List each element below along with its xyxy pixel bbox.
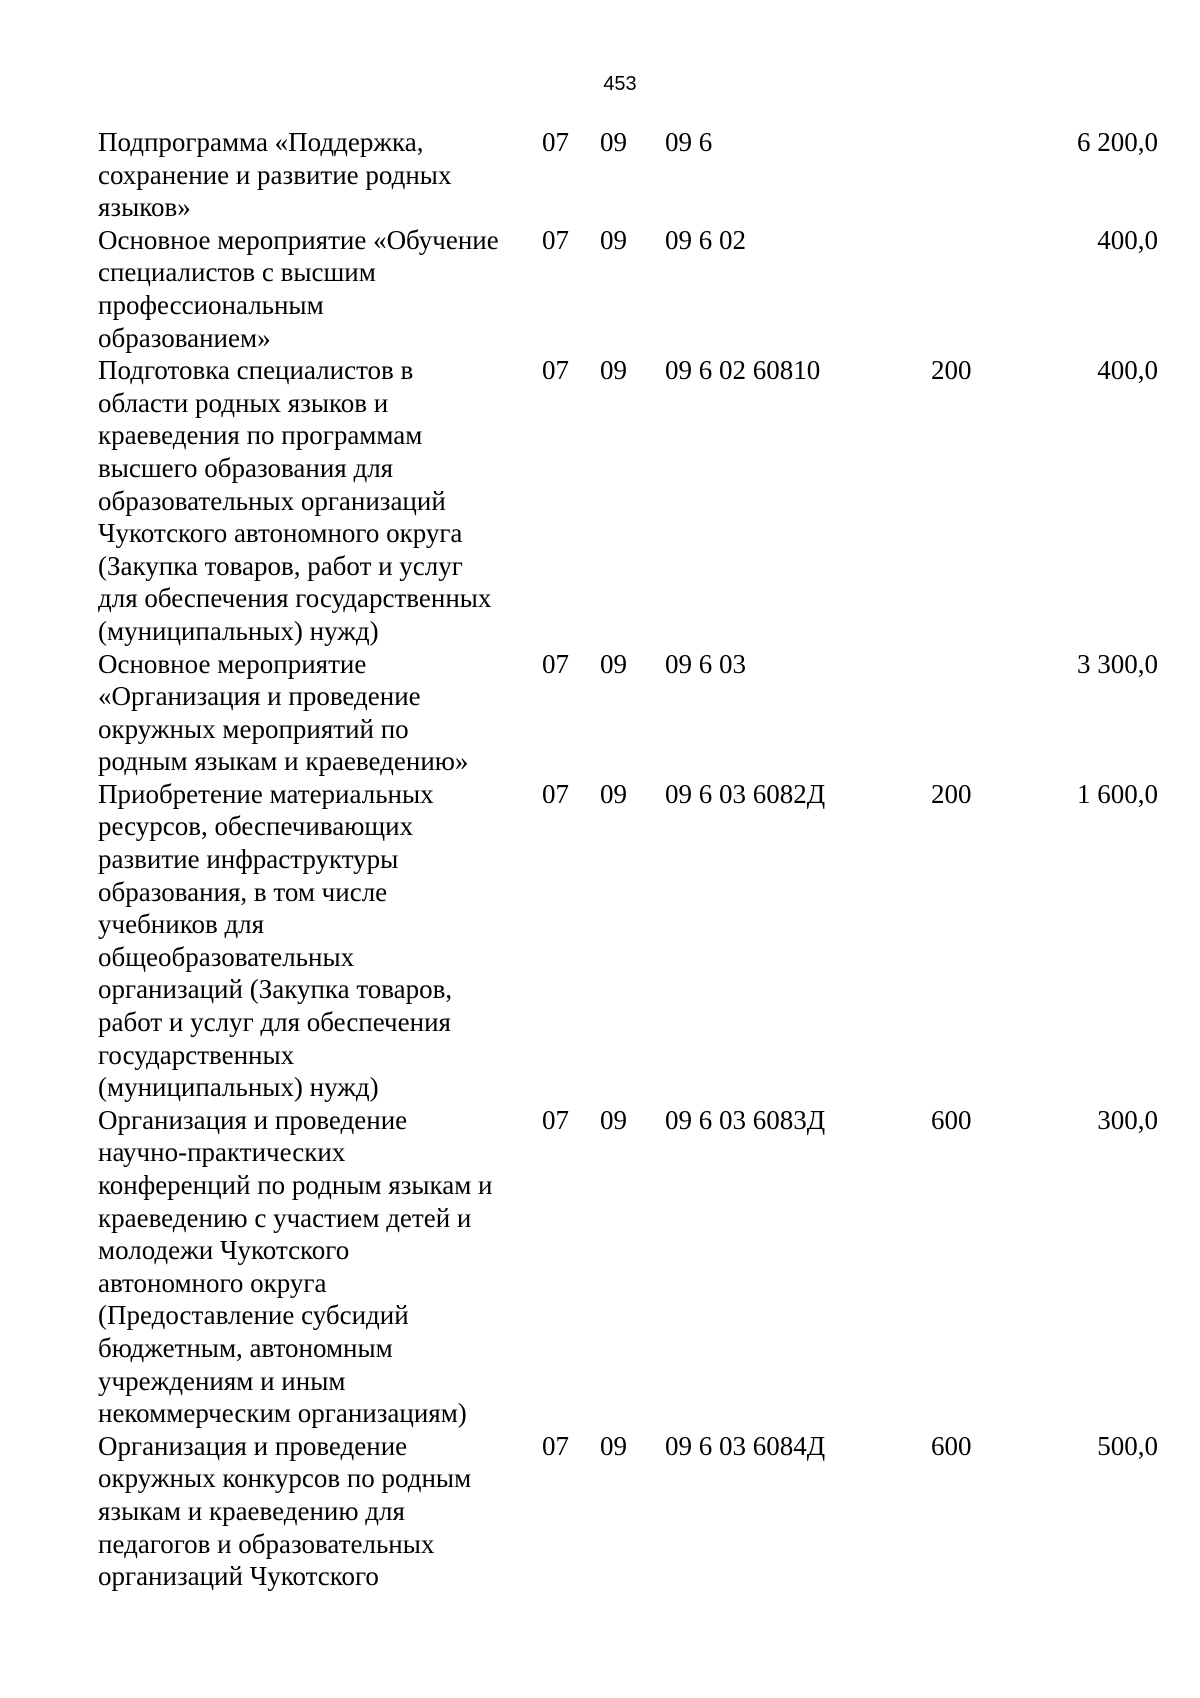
expense-type-code: 200: [931, 778, 972, 809]
section-code: 07: [542, 127, 569, 157]
description-line: Подготовка специалистов в: [98, 355, 414, 386]
expense-type-code: 200: [931, 355, 972, 386]
subsection-code: 09: [600, 1430, 627, 1461]
description-line: конференций по родным языкам и: [98, 1170, 493, 1200]
description-line: ресурсов, обеспечивающих: [98, 811, 414, 842]
row-description: [98, 648, 542, 778]
expense-type-code: 600: [931, 1104, 972, 1135]
amount: 400,0: [1097, 355, 1158, 386]
expense-type-code: [931, 648, 1012, 778]
subsection-code: 09: [600, 1104, 627, 1135]
target-article-code: 09 6 03 6082Д: [665, 778, 826, 809]
target-article-code: 09 6 02: [665, 224, 746, 255]
description-line: высшего образования для: [98, 452, 394, 483]
subsection-code: 09: [600, 778, 627, 809]
row-description: [98, 778, 542, 1104]
description-line: Организация и проведение: [98, 1430, 408, 1461]
expense-type-code: 600: [931, 1430, 972, 1461]
section-code: 07: [542, 355, 569, 386]
description-line: Основное мероприятие: [98, 648, 367, 679]
row-description: [98, 224, 542, 354]
table-row: [98, 778, 1158, 1104]
page-number: 453: [603, 73, 637, 95]
amount: 1 600,0: [1077, 778, 1158, 809]
section-code: 07: [542, 778, 569, 809]
description-line: (Закупка товаров, работ и услуг: [98, 550, 463, 581]
description-line: работ и услуг для обеспечения: [98, 1007, 451, 1038]
target-article-code: 09 6 02 60810: [665, 355, 821, 386]
section-code: 07: [542, 1430, 569, 1461]
table-row: [98, 224, 1158, 354]
description-line: родным языкам и краеведению»: [98, 746, 469, 777]
row-description: [98, 126, 542, 224]
description-line: окружных мероприятий по: [98, 713, 409, 744]
description-line: окружных конкурсов по родным: [98, 1463, 472, 1494]
description-line: области родных языков и: [98, 387, 389, 418]
target-article-code: 09 6: [665, 127, 713, 157]
description-line: Организация и проведение: [98, 1104, 408, 1135]
description-line: краеведения по программам: [98, 420, 423, 451]
description-line: профессиональным: [98, 289, 324, 320]
budget-table: [98, 126, 1158, 1593]
description-line: Приобретение материальных: [98, 778, 434, 809]
description-line: Подпрограмма «Поддержка,: [98, 127, 424, 157]
description-line: образования, в том числе: [98, 876, 388, 907]
subsection-code: 09: [600, 355, 627, 386]
subsection-code: 09: [600, 224, 627, 255]
description-line: некоммерческим организациям): [98, 1398, 467, 1429]
description-line: бюджетным, автономным: [98, 1332, 393, 1363]
subsection-code: 09: [600, 127, 627, 157]
description-line: учебников для: [98, 909, 265, 940]
description-line: Чукотского автономного округа: [98, 518, 463, 549]
description-line: специалистов с высшим: [98, 257, 376, 288]
target-article-code: 09 6 03: [665, 648, 746, 679]
description-line: педагогов и образовательных: [98, 1528, 435, 1559]
target-article-code: 09 6 03 6084Д: [665, 1430, 826, 1461]
section-code: 07: [542, 648, 569, 679]
description-line: краеведению с участием детей и: [98, 1202, 472, 1233]
table-row: [98, 1430, 1158, 1593]
description-line: общеобразовательных: [98, 941, 355, 972]
description-line: молодежи Чукотского: [98, 1235, 350, 1266]
description-line: (муниципальных) нужд): [98, 615, 379, 646]
description-line: языкам и краеведению для: [98, 1495, 405, 1526]
description-line: для обеспечения государственных: [98, 583, 492, 614]
description-line: научно-практических: [98, 1137, 346, 1168]
description-line: языков»: [98, 192, 191, 223]
description-line: сохранение и развитие родных: [98, 159, 452, 190]
description-line: учреждениям и иным: [98, 1365, 346, 1396]
table-body: [98, 126, 1158, 1593]
row-description: [98, 1430, 542, 1593]
description-line: Основное мероприятие «Обучение: [98, 224, 499, 255]
row-description: [98, 354, 542, 647]
description-line: организаций Чукотского: [98, 1561, 379, 1592]
expense-type-code: [931, 126, 1012, 224]
description-line: (Предоставление субсидий: [98, 1300, 409, 1331]
section-code: 07: [542, 1104, 569, 1135]
amount: 400,0: [1097, 224, 1158, 255]
description-line: «Организация и проведение: [98, 681, 421, 712]
description-line: образовательных организаций: [98, 485, 446, 516]
table-row: [98, 648, 1158, 778]
description-line: государственных: [98, 1039, 295, 1070]
amount: 3 300,0: [1077, 648, 1158, 679]
table-row: [98, 354, 1158, 647]
table-row: [98, 126, 1158, 224]
description-line: (муниципальных) нужд): [98, 1072, 379, 1103]
amount: 6 200,0: [1077, 127, 1158, 157]
subsection-code: 09: [600, 648, 627, 679]
description-line: развитие инфраструктуры: [98, 844, 399, 875]
target-article-code: 09 6 03 6083Д: [665, 1104, 826, 1135]
table-row: [98, 1104, 1158, 1430]
description-line: автономного округа: [98, 1267, 327, 1298]
expense-type-code: [931, 224, 1012, 354]
row-description: [98, 1104, 542, 1430]
description-line: образованием»: [98, 322, 271, 353]
section-code: 07: [542, 224, 569, 255]
amount: 300,0: [1097, 1104, 1158, 1135]
amount: 500,0: [1097, 1430, 1158, 1461]
description-line: организаций (Закупка товаров,: [98, 974, 453, 1005]
